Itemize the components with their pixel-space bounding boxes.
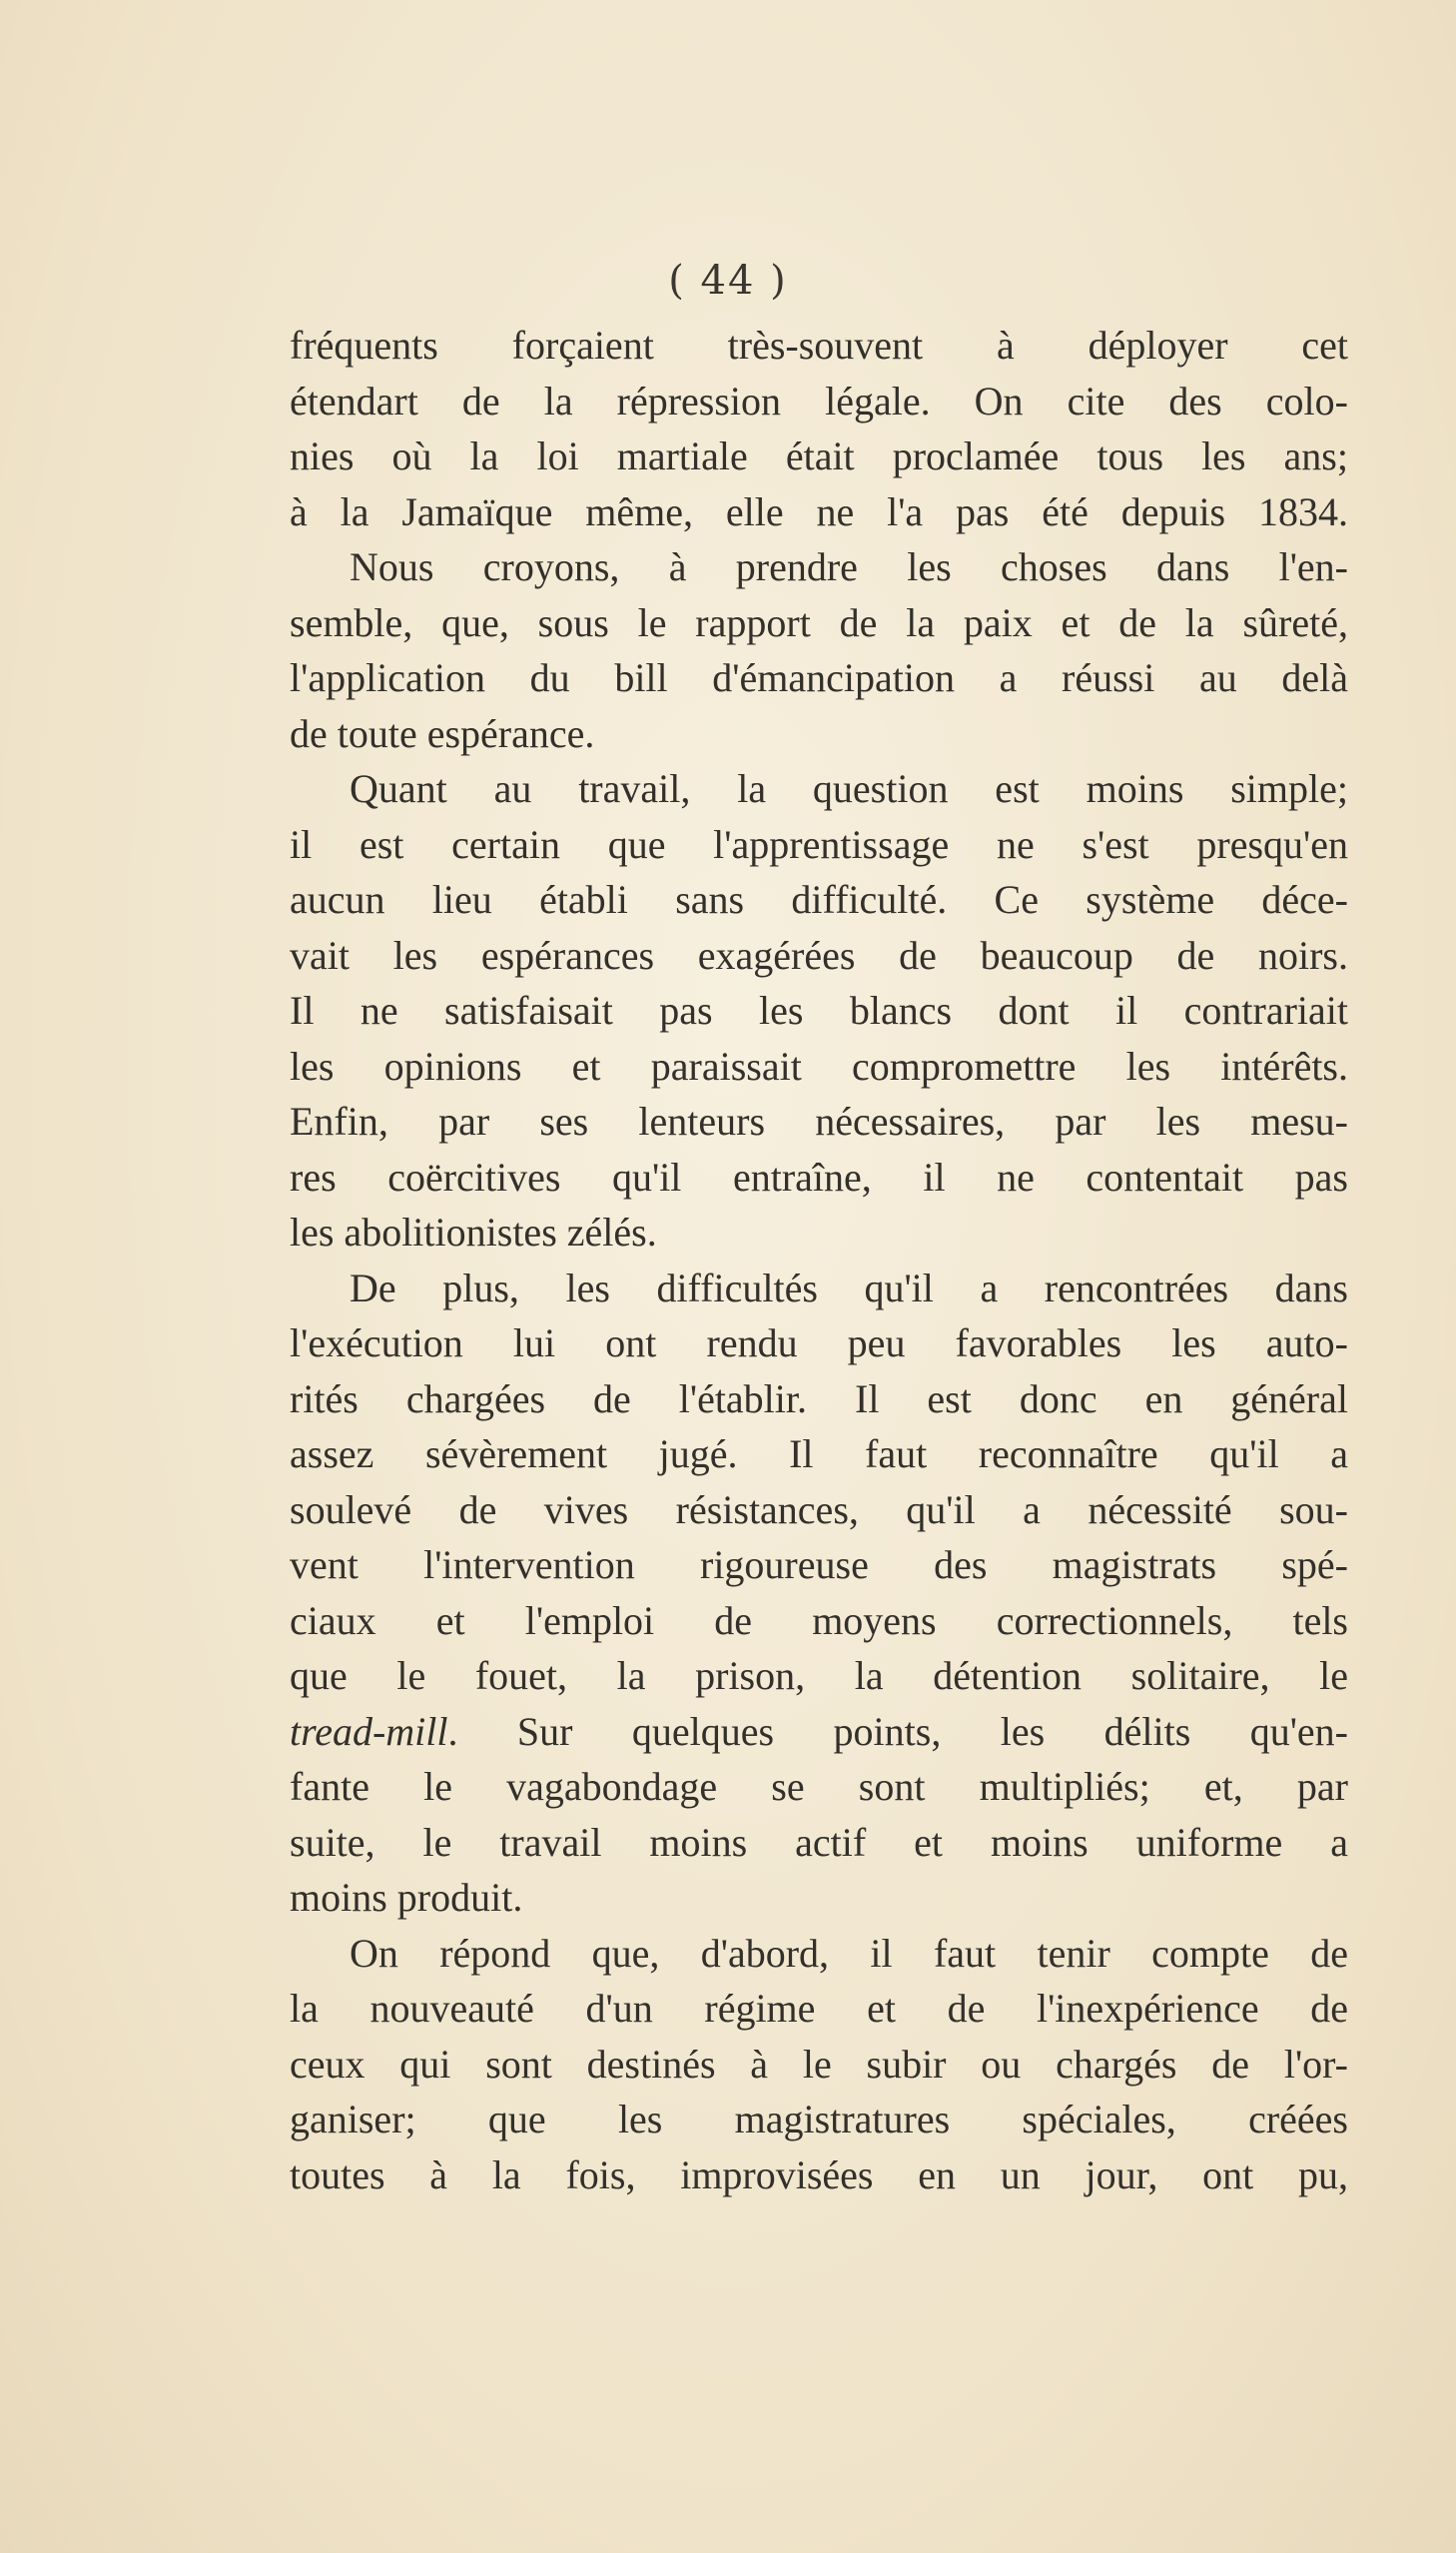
text-line: suite, le travail moins actif et moins uniforme a [290,1819,1348,1865]
text-line: Il ne satisfaisait pas les blancs dont il contrariait [290,988,1348,1033]
text-line: fréquents forçaient très-souvent à déployer cet [290,323,1348,368]
italic-term: tread-mill [290,1708,448,1754]
text-line: assez sévèrement jugé. Il faut reconnaître qu'il a [290,1431,1348,1476]
text-line: à la Jamaïque même, elle ne l'a pas été depuis 1834. [290,488,1348,534]
text-line: toutes à la fois, improvisées en un jour, ont pu, [290,2151,1348,2197]
text-line: que le fouet, la prison, la détention solitaire, le [290,1653,1348,1698]
paragraph-end-line: de toute espérance. [290,710,595,756]
text-line: soulevé de vives résistances, qu'il a nécessité sou- [290,1486,1348,1532]
text-line: ciaux et l'emploi de moyens correctionnels, tels [290,1597,1348,1643]
text-line: res coërcitives qu'il entraîne, il ne contentait pas [290,1154,1348,1200]
paragraph-end-line: moins produit. [290,1875,523,1920]
text-line: vait les espérances exagérées de beaucoup de noirs. [290,932,1348,978]
text-line-with-italic [290,1704,1348,1760]
text-line: rités chargées de l'établir. Il est donc en général [290,1375,1348,1421]
page-number: ( 44 ) [668,258,788,304]
text-line: ceux qui sont destinés à le subir ou chargés de l'or- [290,2041,1348,2087]
paragraph-start-line: On répond que, d'abord, il faut tenir compte de [350,1930,1348,1976]
text-line: Enfin, par ses lenteurs nécessaires, par les mesu- [290,1099,1348,1144]
paragraph-end-line: les abolitionistes zélés. [290,1210,657,1255]
body-text [290,318,1348,2202]
text-line: semble, que, sous le rapport de la paix et de la sûreté, [290,599,1348,645]
paragraph-start-line: De plus, les difficultés qu'il a rencontrées dans [350,1265,1348,1310]
paragraph-start-line: Nous croyons, à prendre les choses dans l'en- [350,544,1348,589]
text-line: il est certain que l'apprentissage ne s'est presqu'en [290,821,1348,867]
text-line: fante le vagabondage se sont multipliés; et, par [290,1764,1348,1809]
text-line: nies où la loi martiale était proclamée tous les ans; [290,433,1348,478]
text-line: aucun lieu établi sans difficulté. Ce système déce- [290,877,1348,922]
text-line: ganiser; que les magistratures spéciales, créées [290,2097,1348,2141]
text-line: vent l'intervention rigoureuse des magistrats spé- [290,1542,1348,1587]
text-line: l'application du bill d'émancipation a réussi au delà [290,655,1348,700]
text-line: la nouveauté d'un régime et de l'inexpérience de [290,1986,1348,2031]
text-line: les opinions et paraissait compromettre les intérêts. [290,1043,1348,1089]
text-line-rest: . Sur quelques points, les délits qu'en- [447,1708,1348,1754]
text-line: étendart de la répression légale. On cite des colo- [290,378,1348,424]
paragraph-start-line: Quant au travail, la question est moins simple; [350,766,1348,811]
text-line: l'exécution lui ont rendu peu favorables les auto- [290,1320,1348,1365]
